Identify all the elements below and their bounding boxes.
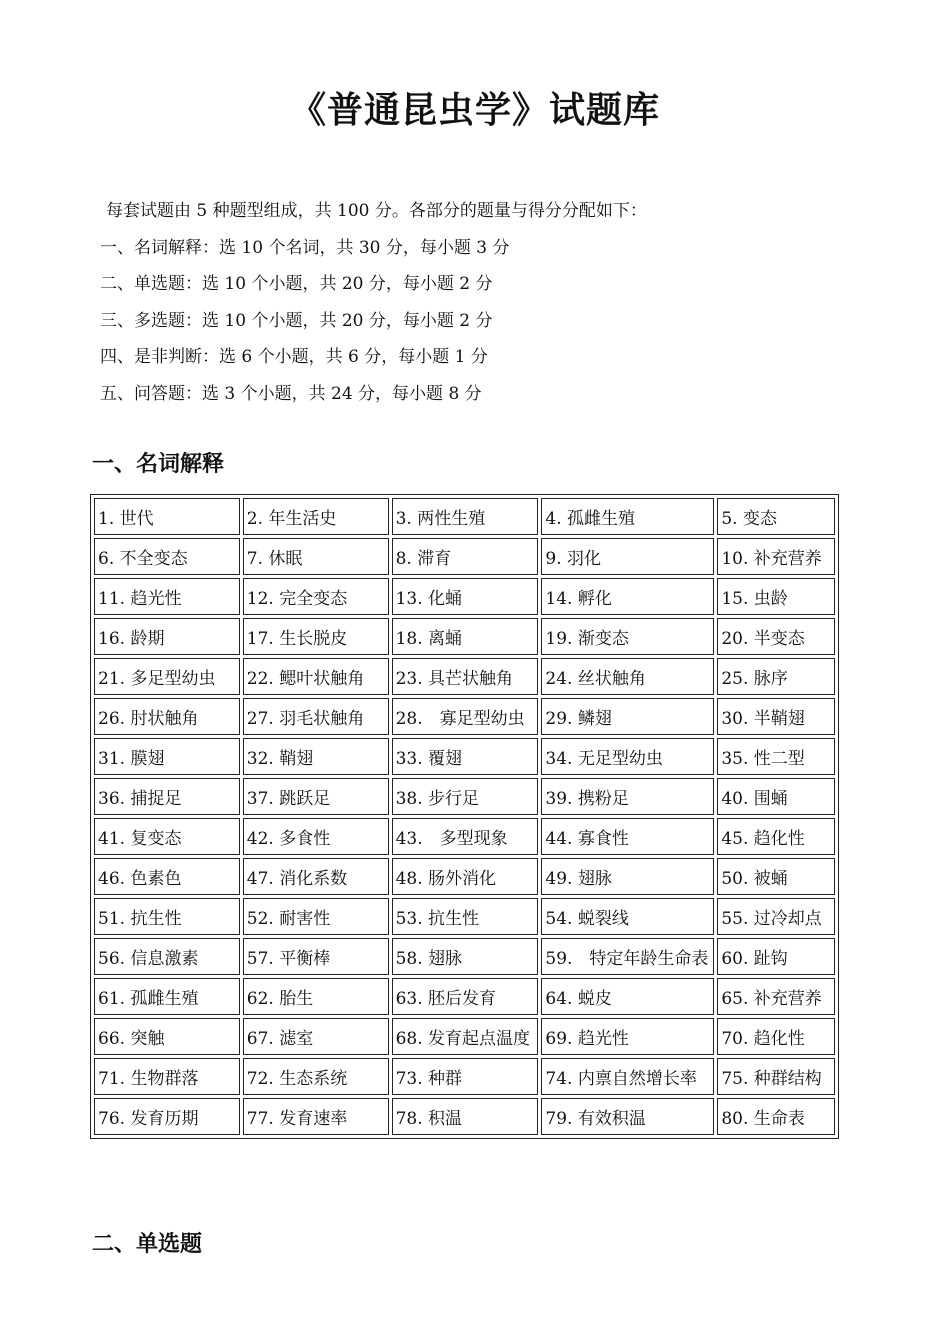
term-cell: 10. 补充营养 [717,538,835,575]
table-row [94,778,835,815]
term-cell: 24. 丝状触角 [541,658,714,695]
term-cell: 35. 性二型 [717,738,835,775]
term-cell: 70. 趋化性 [717,1018,835,1055]
term-cell: 67. 滤室 [243,1018,389,1055]
term-cell: 64. 蜕皮 [541,978,714,1015]
term-cell: 11. 趋光性 [94,578,240,615]
term-cell: 36. 捕捉足 [94,778,240,815]
term-cell: 34. 无足型幼虫 [541,738,714,775]
term-cell: 33. 覆翅 [392,738,539,775]
section-heading-terms: 一、名词解释 [92,452,225,477]
term-cell: 79. 有效积温 [541,1098,714,1135]
term-cell: 51. 抗生性 [94,898,240,935]
term-cell: 59. 特定年龄生命表 [541,938,714,975]
term-cell: 13. 化蛹 [392,578,539,615]
term-cell: 12. 完全变态 [243,578,389,615]
term-cell: 80. 生命表 [717,1098,835,1135]
intro-part: 三、多选题：选 10 个小题，共 20 分，每小题 2 分 [100,310,493,331]
term-cell: 41. 复变态 [94,818,240,855]
term-cell: 72. 生态系统 [243,1058,389,1095]
document-title: 《普通昆虫学》试题库 [289,90,660,131]
table-row [94,658,835,695]
term-cell: 48. 肠外消化 [392,858,539,895]
table-row [94,578,835,615]
term-cell: 69. 趋光性 [541,1018,714,1055]
term-cell: 14. 孵化 [541,578,714,615]
term-cell: 19. 渐变态 [541,618,714,655]
term-cell: 60. 趾钩 [717,938,835,975]
term-cell: 30. 半鞘翅 [717,698,835,735]
term-cell: 32. 鞘翅 [243,738,389,775]
term-cell: 8. 滞育 [392,538,539,575]
term-cell: 66. 突触 [94,1018,240,1055]
term-cell: 53. 抗生性 [392,898,539,935]
term-cell: 63. 胚后发育 [392,978,539,1015]
term-cell: 26. 肘状触角 [94,698,240,735]
term-cell: 65. 补充营养 [717,978,835,1015]
term-cell: 37. 跳跃足 [243,778,389,815]
term-cell: 76. 发育历期 [94,1098,240,1135]
exam-structure-intro [100,193,647,412]
term-cell: 47. 消化系数 [243,858,389,895]
table-row [94,978,835,1015]
intro-part: 一、名词解释：选 10 个名词，共 30 分，每小题 3 分 [100,237,510,258]
term-cell: 74. 内禀自然增长率 [541,1058,714,1095]
term-cell: 31. 膜翅 [94,738,240,775]
table-row [94,1018,835,1055]
term-cell: 2. 年生活史 [243,498,389,535]
intro-summary: 每套试题由 5 种题型组成，共 100 分。各部分的题量与得分分配如下： [106,201,647,221]
term-cell: 52. 耐害性 [243,898,389,935]
table-row [94,818,835,855]
term-cell: 73. 种群 [392,1058,539,1095]
term-cell: 15. 虫龄 [717,578,835,615]
term-cell: 78. 积温 [392,1098,539,1135]
term-cell: 75. 种群结构 [717,1058,835,1095]
table-row [94,698,835,735]
term-cell: 21. 多足型幼虫 [94,658,240,695]
term-cell: 68. 发育起点温度 [392,1018,539,1055]
term-cell: 6. 不全变态 [94,538,240,575]
term-cell: 56. 信息激素 [94,938,240,975]
table-row [94,938,835,975]
table-row [94,738,835,775]
table-row [94,858,835,895]
term-cell: 45. 趋化性 [717,818,835,855]
term-cell: 27. 羽毛状触角 [243,698,389,735]
term-cell: 50. 被蛹 [717,858,835,895]
table-row [94,1058,835,1095]
intro-part: 五、问答题：选 3 个小题，共 24 分，每小题 8 分 [100,383,482,404]
term-cell: 23. 具芒状触角 [392,658,539,695]
table-row [94,618,835,655]
term-cell: 49. 翅脉 [541,858,714,895]
term-cell: 5. 变态 [717,498,835,535]
term-cell: 16. 龄期 [94,618,240,655]
table-row [94,1098,835,1135]
term-cell: 44. 寡食性 [541,818,714,855]
term-cell: 9. 羽化 [541,538,714,575]
term-cell: 29. 鳞翅 [541,698,714,735]
term-cell: 46. 色素色 [94,858,240,895]
term-cell: 62. 胎生 [243,978,389,1015]
term-cell: 57. 平衡棒 [243,938,389,975]
term-cell: 39. 携粉足 [541,778,714,815]
term-cell: 28. 寡足型幼虫 [392,698,539,735]
term-cell: 71. 生物群落 [94,1058,240,1095]
term-cell: 38. 步行足 [392,778,539,815]
term-cell: 3. 两性生殖 [392,498,539,535]
term-cell: 20. 半变态 [717,618,835,655]
intro-part: 二、单选题：选 10 个小题，共 20 分，每小题 2 分 [100,274,493,294]
term-cell: 40. 围蛹 [717,778,835,815]
section-heading-single-choice: 二、单选题 [92,1232,203,1257]
term-cell: 4. 孤雌生殖 [541,498,714,535]
table-row [94,538,835,575]
term-cell: 1. 世代 [94,498,240,535]
term-cell: 7. 休眠 [243,538,389,575]
term-cell: 58. 翅脉 [392,938,539,975]
table-row [94,498,835,535]
term-cell: 61. 孤雌生殖 [94,978,240,1015]
term-cell: 25. 脉序 [717,658,835,695]
term-cell: 18. 离蛹 [392,618,539,655]
term-cell: 54. 蜕裂线 [541,898,714,935]
term-cell: 77. 发育速率 [243,1098,389,1135]
intro-part: 四、是非判断：选 6 个小题，共 6 分，每小题 1 分 [100,347,488,367]
term-cell: 17. 生长脱皮 [243,618,389,655]
term-cell: 55. 过冷却点 [717,898,835,935]
terms-table [90,494,839,1139]
term-cell: 22. 鳃叶状触角 [243,658,389,695]
term-cell: 43. 多型现象 [392,818,539,855]
term-cell: 42. 多食性 [243,818,389,855]
table-row [94,898,835,935]
